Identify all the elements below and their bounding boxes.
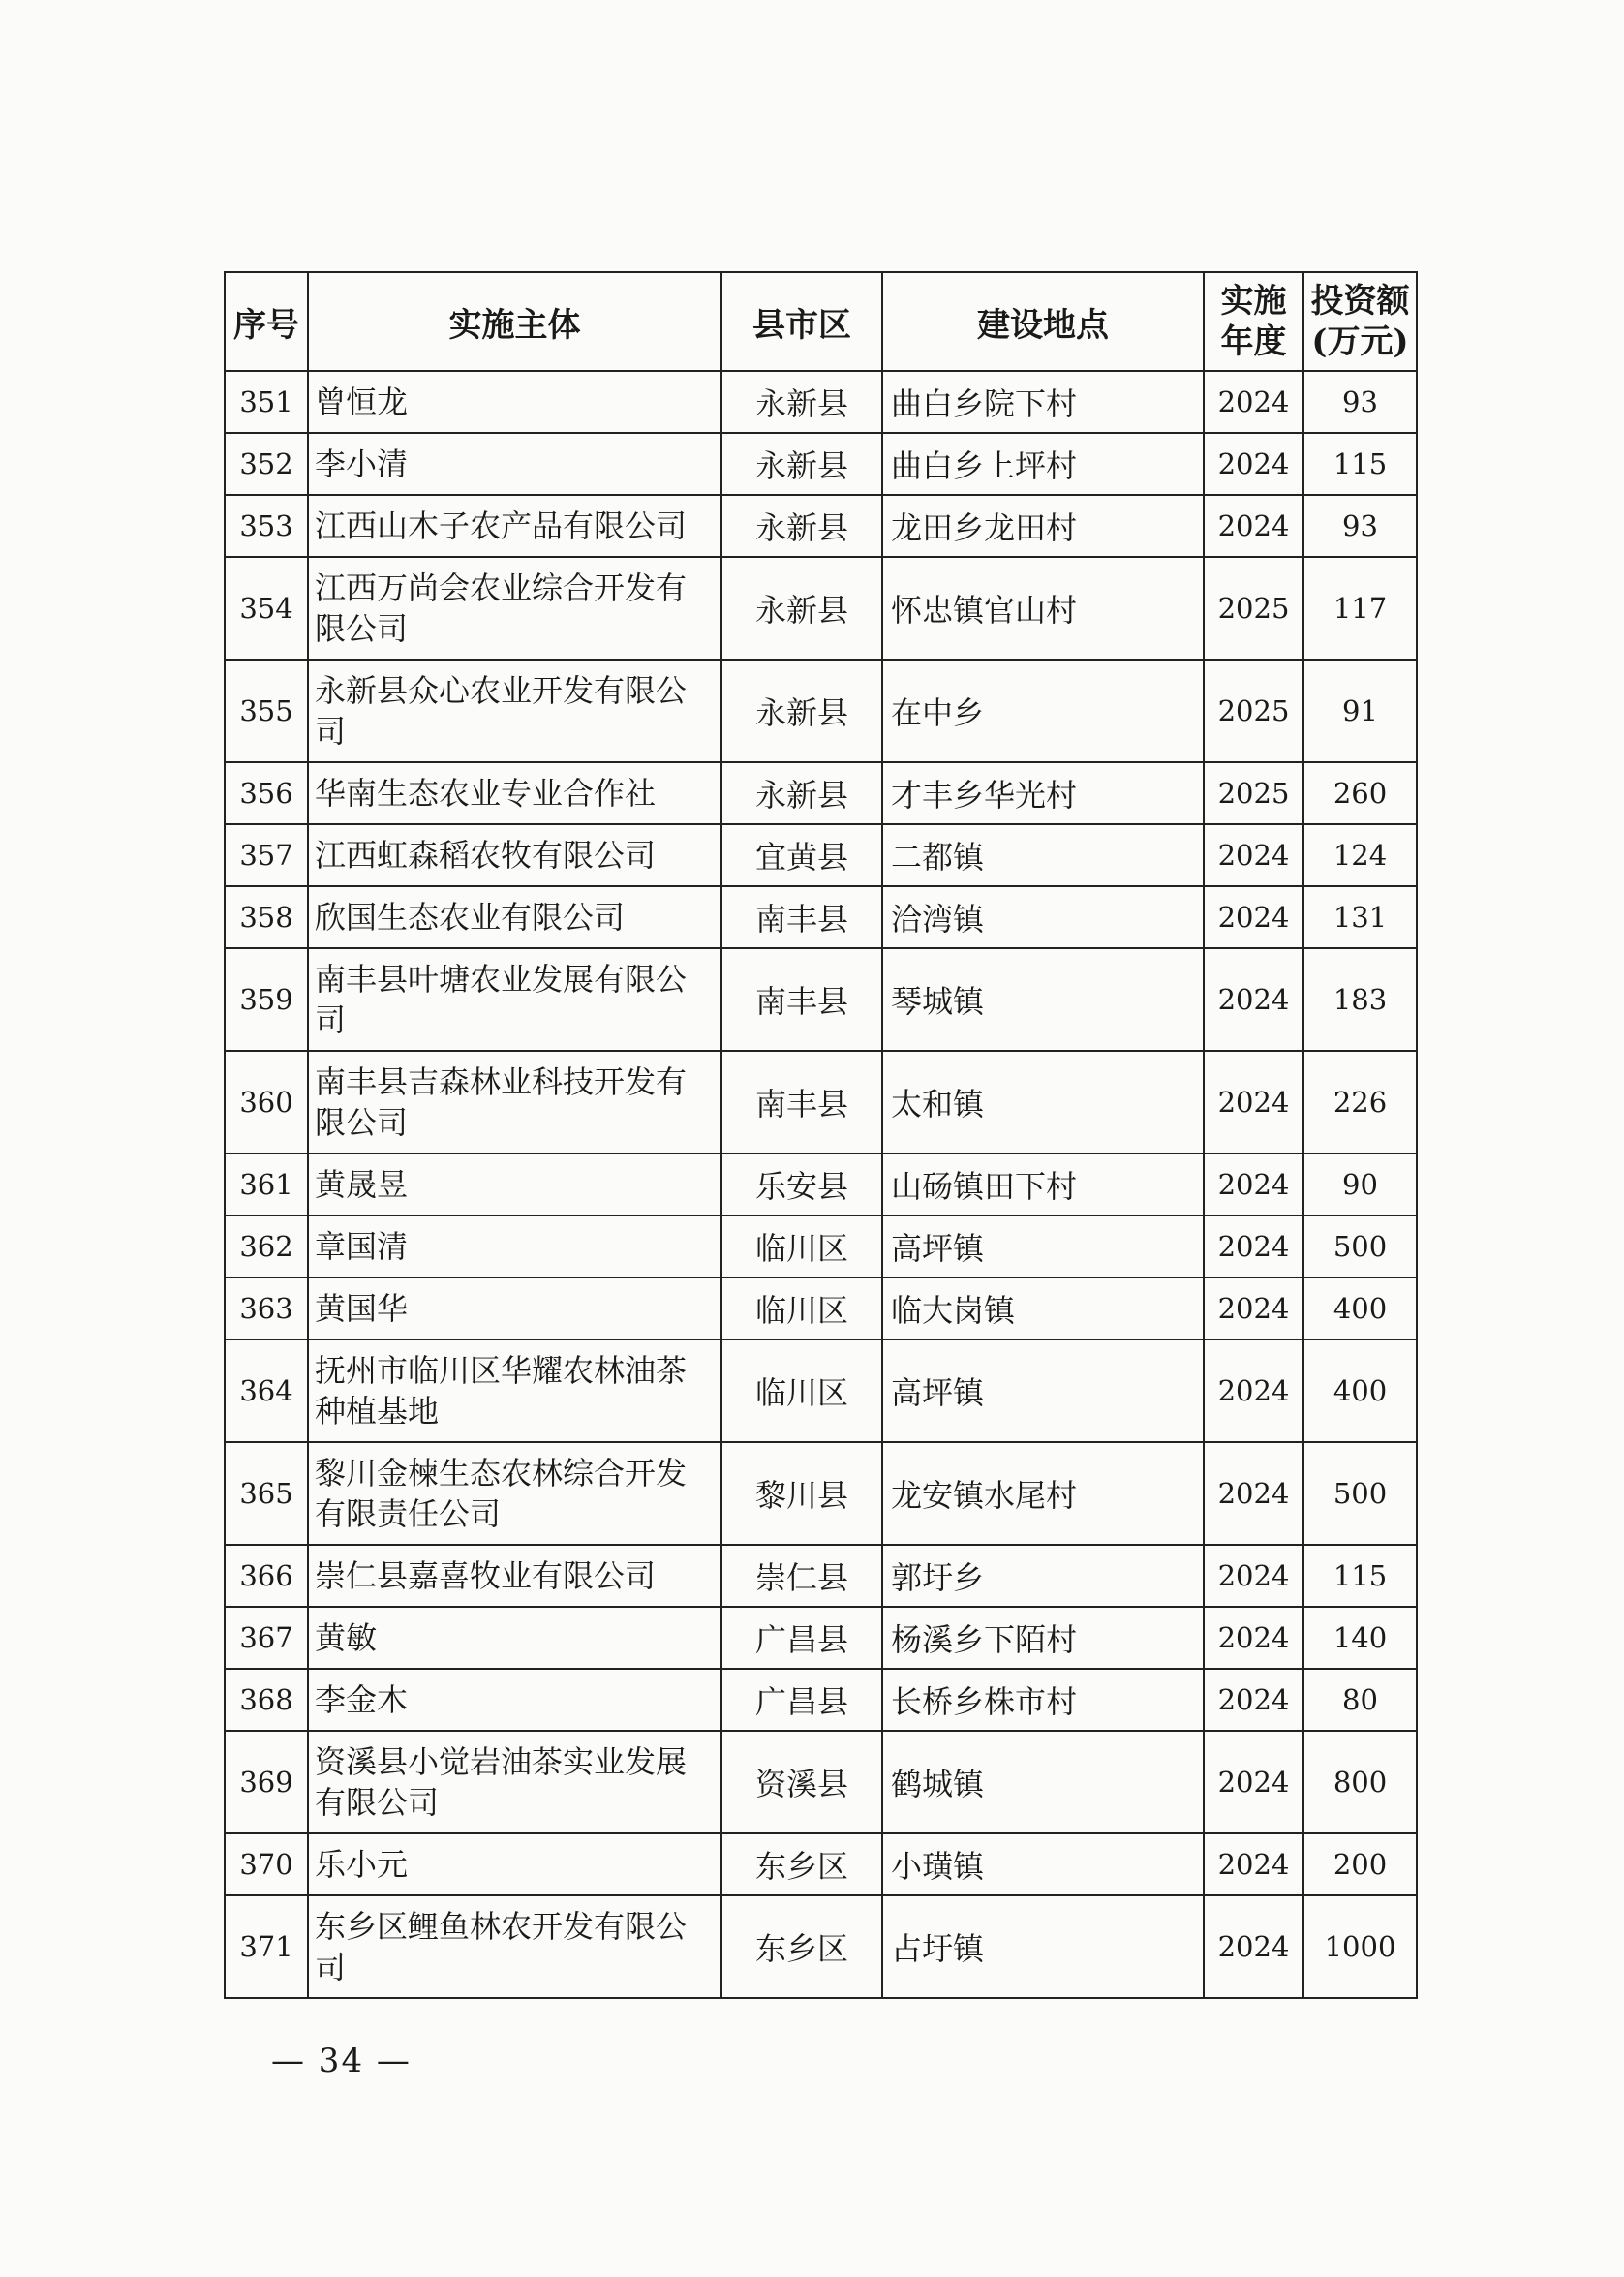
cell-entity: 李金木 — [308, 1669, 721, 1731]
cell-no: 352 — [225, 433, 308, 495]
cell-site: 龙安镇水尾村 — [882, 1442, 1204, 1545]
cell-county: 永新县 — [721, 762, 882, 824]
cell-year: 2024 — [1204, 1154, 1303, 1215]
cell-entity: 黄国华 — [308, 1277, 721, 1339]
cell-county: 黎川县 — [721, 1442, 882, 1545]
cell-county: 南丰县 — [721, 1051, 882, 1154]
cell-entity: 南丰县叶塘农业发展有限公司 — [308, 948, 721, 1051]
table-header-row — [225, 272, 1417, 371]
cell-site: 占圩镇 — [882, 1895, 1204, 1998]
cell-no: 371 — [225, 1895, 308, 1998]
cell-no: 360 — [225, 1051, 308, 1154]
cell-entity: 崇仁县嘉喜牧业有限公司 — [308, 1545, 721, 1607]
cell-site: 山砀镇田下村 — [882, 1154, 1204, 1215]
table-row — [225, 660, 1417, 762]
table-row — [225, 1215, 1417, 1277]
cell-county: 临川区 — [721, 1215, 882, 1277]
cell-no: 370 — [225, 1833, 308, 1895]
table-row — [225, 557, 1417, 660]
cell-year: 2025 — [1204, 557, 1303, 660]
cell-year: 2024 — [1204, 1339, 1303, 1442]
cell-entity: 李小清 — [308, 433, 721, 495]
table-row — [225, 1895, 1417, 1998]
cell-amount: 183 — [1303, 948, 1417, 1051]
cell-no: 358 — [225, 886, 308, 948]
investment-table-container — [224, 271, 1418, 1999]
cell-site: 郭圩乡 — [882, 1545, 1204, 1607]
cell-amount: 226 — [1303, 1051, 1417, 1154]
cell-no: 353 — [225, 495, 308, 557]
header-amount-line1: 投资额 — [1310, 282, 1410, 321]
cell-year: 2024 — [1204, 1669, 1303, 1731]
cell-no: 365 — [225, 1442, 308, 1545]
cell-entity: 黄敏 — [308, 1607, 721, 1669]
cell-site: 临大岗镇 — [882, 1277, 1204, 1339]
cell-entity: 江西虹森稻农牧有限公司 — [308, 824, 721, 886]
cell-year: 2024 — [1204, 1895, 1303, 1998]
cell-site: 曲白乡院下村 — [882, 371, 1204, 433]
cell-year: 2024 — [1204, 948, 1303, 1051]
header-amount — [1303, 272, 1417, 371]
header-county: 县市区 — [721, 272, 882, 371]
table-row — [225, 1833, 1417, 1895]
cell-year: 2024 — [1204, 1442, 1303, 1545]
cell-entity: 永新县众心农业开发有限公司 — [308, 660, 721, 762]
cell-amount: 80 — [1303, 1669, 1417, 1731]
cell-amount: 93 — [1303, 495, 1417, 557]
cell-amount: 260 — [1303, 762, 1417, 824]
cell-entity: 江西万尚会农业综合开发有限公司 — [308, 557, 721, 660]
cell-county: 永新县 — [721, 660, 882, 762]
cell-no: 363 — [225, 1277, 308, 1339]
cell-site: 高坪镇 — [882, 1339, 1204, 1442]
table-row — [225, 1545, 1417, 1607]
cell-site: 曲白乡上坪村 — [882, 433, 1204, 495]
cell-no: 364 — [225, 1339, 308, 1442]
header-year — [1204, 272, 1303, 371]
cell-year: 2024 — [1204, 1607, 1303, 1669]
cell-amount: 400 — [1303, 1277, 1417, 1339]
cell-county: 临川区 — [721, 1277, 882, 1339]
cell-amount: 400 — [1303, 1339, 1417, 1442]
cell-county: 东乡区 — [721, 1895, 882, 1998]
cell-year: 2024 — [1204, 371, 1303, 433]
header-entity: 实施主体 — [308, 272, 721, 371]
cell-amount: 115 — [1303, 433, 1417, 495]
cell-amount: 500 — [1303, 1442, 1417, 1545]
table-row — [225, 1051, 1417, 1154]
cell-site: 杨溪乡下陌村 — [882, 1607, 1204, 1669]
cell-entity: 抚州市临川区华耀农林油茶种植基地 — [308, 1339, 721, 1442]
table-row — [225, 1442, 1417, 1545]
table-row — [225, 495, 1417, 557]
table-row — [225, 1607, 1417, 1669]
cell-no: 351 — [225, 371, 308, 433]
cell-amount: 90 — [1303, 1154, 1417, 1215]
table-row — [225, 1339, 1417, 1442]
cell-year: 2025 — [1204, 660, 1303, 762]
cell-entity: 曾恒龙 — [308, 371, 721, 433]
table-row — [225, 1669, 1417, 1731]
cell-amount: 200 — [1303, 1833, 1417, 1895]
cell-site: 在中乡 — [882, 660, 1204, 762]
cell-year: 2024 — [1204, 1215, 1303, 1277]
cell-entity: 资溪县小觉岩油茶实业发展有限公司 — [308, 1731, 721, 1833]
cell-no: 359 — [225, 948, 308, 1051]
cell-year: 2024 — [1204, 1731, 1303, 1833]
header-site: 建设地点 — [882, 272, 1204, 371]
cell-county: 南丰县 — [721, 948, 882, 1051]
table-row — [225, 824, 1417, 886]
cell-site: 小璜镇 — [882, 1833, 1204, 1895]
cell-site: 琴城镇 — [882, 948, 1204, 1051]
cell-site: 龙田乡龙田村 — [882, 495, 1204, 557]
cell-entity: 黄晟昱 — [308, 1154, 721, 1215]
table-row — [225, 762, 1417, 824]
cell-county: 东乡区 — [721, 1833, 882, 1895]
cell-amount: 124 — [1303, 824, 1417, 886]
cell-year: 2024 — [1204, 1833, 1303, 1895]
cell-no: 362 — [225, 1215, 308, 1277]
cell-year: 2024 — [1204, 1545, 1303, 1607]
cell-site: 高坪镇 — [882, 1215, 1204, 1277]
cell-amount: 800 — [1303, 1731, 1417, 1833]
cell-site: 长桥乡株市村 — [882, 1669, 1204, 1731]
cell-year: 2024 — [1204, 1051, 1303, 1154]
cell-amount: 500 — [1303, 1215, 1417, 1277]
cell-year: 2025 — [1204, 762, 1303, 824]
cell-county: 临川区 — [721, 1339, 882, 1442]
cell-amount: 115 — [1303, 1545, 1417, 1607]
cell-amount: 117 — [1303, 557, 1417, 660]
cell-no: 355 — [225, 660, 308, 762]
header-amount-line2: (万元) — [1311, 323, 1409, 361]
cell-no: 356 — [225, 762, 308, 824]
cell-county: 永新县 — [721, 557, 882, 660]
header-no: 序号 — [225, 272, 308, 371]
cell-entity: 江西山木子农产品有限公司 — [308, 495, 721, 557]
table-row — [225, 1731, 1417, 1833]
cell-county: 资溪县 — [721, 1731, 882, 1833]
cell-county: 广昌县 — [721, 1669, 882, 1731]
cell-year: 2024 — [1204, 495, 1303, 557]
cell-no: 368 — [225, 1669, 308, 1731]
cell-amount: 91 — [1303, 660, 1417, 762]
cell-entity: 南丰县吉森林业科技开发有限公司 — [308, 1051, 721, 1154]
cell-county: 永新县 — [721, 495, 882, 557]
cell-site: 二都镇 — [882, 824, 1204, 886]
table-row — [225, 433, 1417, 495]
page-number: — 34 — — [271, 2042, 412, 2080]
cell-site: 鹤城镇 — [882, 1731, 1204, 1833]
cell-county: 永新县 — [721, 433, 882, 495]
cell-site: 才丰乡华光村 — [882, 762, 1204, 824]
cell-no: 354 — [225, 557, 308, 660]
cell-site: 怀忠镇官山村 — [882, 557, 1204, 660]
cell-county: 南丰县 — [721, 886, 882, 948]
cell-county: 永新县 — [721, 371, 882, 433]
cell-year: 2024 — [1204, 886, 1303, 948]
cell-no: 357 — [225, 824, 308, 886]
cell-amount: 1000 — [1303, 1895, 1417, 1998]
cell-entity: 欣国生态农业有限公司 — [308, 886, 721, 948]
cell-year: 2024 — [1204, 1277, 1303, 1339]
cell-year: 2024 — [1204, 824, 1303, 886]
table-row — [225, 371, 1417, 433]
cell-entity: 乐小元 — [308, 1833, 721, 1895]
cell-county: 崇仁县 — [721, 1545, 882, 1607]
cell-entity: 章国清 — [308, 1215, 721, 1277]
table-row — [225, 1277, 1417, 1339]
cell-entity: 黎川金楝生态农林综合开发有限责任公司 — [308, 1442, 721, 1545]
header-year-line2: 年度 — [1220, 323, 1287, 361]
cell-no: 369 — [225, 1731, 308, 1833]
table-row — [225, 948, 1417, 1051]
cell-amount: 131 — [1303, 886, 1417, 948]
cell-entity: 华南生态农业专业合作社 — [308, 762, 721, 824]
investment-table — [224, 271, 1418, 1999]
cell-county: 乐安县 — [721, 1154, 882, 1215]
table-row — [225, 886, 1417, 948]
cell-entity: 东乡区鲤鱼林农开发有限公司 — [308, 1895, 721, 1998]
cell-amount: 93 — [1303, 371, 1417, 433]
cell-no: 361 — [225, 1154, 308, 1215]
cell-year: 2024 — [1204, 433, 1303, 495]
cell-county: 广昌县 — [721, 1607, 882, 1669]
cell-no: 367 — [225, 1607, 308, 1669]
cell-site: 太和镇 — [882, 1051, 1204, 1154]
header-year-line1: 实施 — [1220, 282, 1287, 321]
cell-site: 洽湾镇 — [882, 886, 1204, 948]
cell-amount: 140 — [1303, 1607, 1417, 1669]
cell-no: 366 — [225, 1545, 308, 1607]
cell-county: 宜黄县 — [721, 824, 882, 886]
table-row — [225, 1154, 1417, 1215]
